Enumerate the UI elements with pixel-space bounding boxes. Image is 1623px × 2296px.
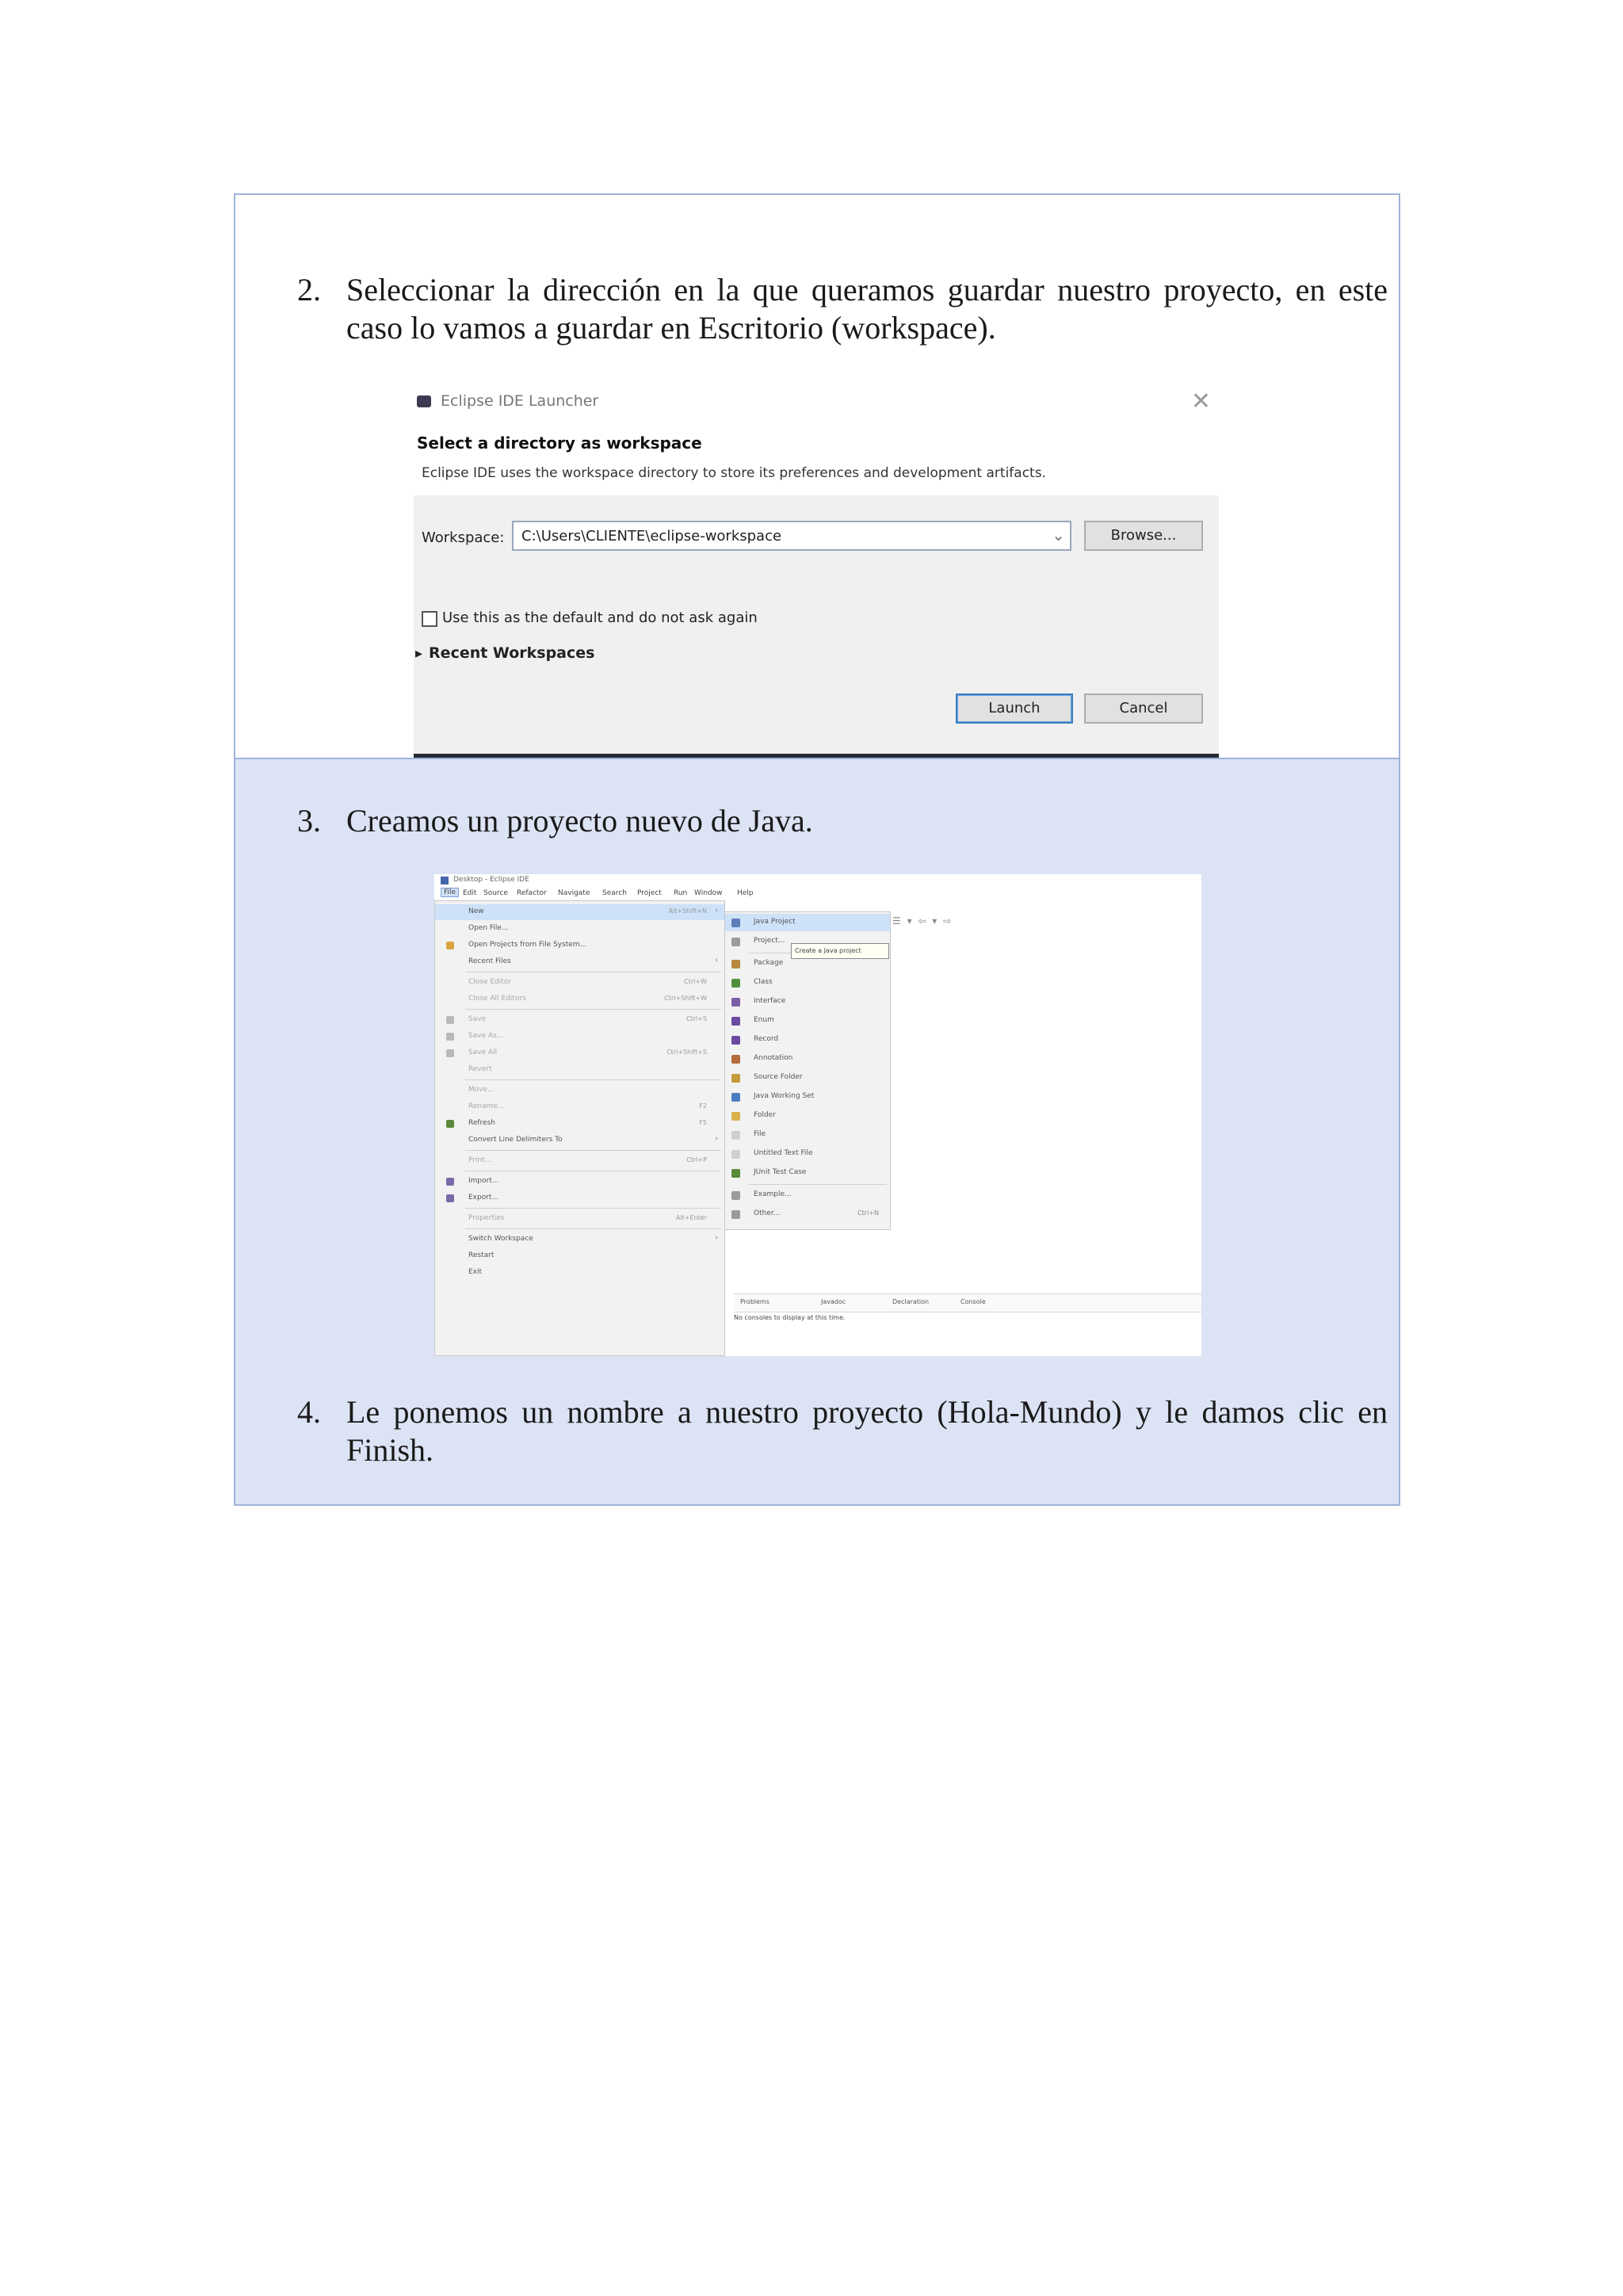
menu-project[interactable]: Project: [637, 889, 662, 897]
bottom-view-tabs: [734, 1293, 1201, 1312]
step-number: 3.: [297, 803, 321, 839]
chevron-down-icon[interactable]: ⌄: [1052, 525, 1065, 544]
toolbar-icons[interactable]: ☰ ▾ ⇦ ▾ ⇨: [892, 915, 953, 926]
menu-item-icon: [446, 1120, 454, 1128]
menu-separator: [465, 1079, 721, 1080]
menu-refactor[interactable]: Refactor: [517, 889, 547, 897]
menu-item[interactable]: [435, 1211, 724, 1227]
step-2-cell: [234, 193, 1400, 759]
menu-item-icon: [446, 1033, 454, 1041]
menu-window[interactable]: Window: [694, 889, 723, 897]
submenu-item-label: Package: [754, 959, 784, 967]
submenu-item-label: Example...: [754, 1190, 792, 1198]
submenu-item[interactable]: [725, 914, 890, 931]
submenu-item-label: Interface: [754, 997, 786, 1005]
menu-item-label: Rename...: [468, 1102, 505, 1110]
submenu-item-label: Project...: [754, 937, 785, 945]
submenu-item-icon: [731, 1150, 740, 1159]
menu-search[interactable]: Search: [602, 889, 627, 897]
menu-help[interactable]: Help: [737, 889, 754, 897]
submenu-item-label: JUnit Test Case: [754, 1168, 807, 1176]
submenu-item[interactable]: [725, 1145, 890, 1163]
submenu-item-icon: [731, 960, 740, 968]
submenu-item-label: Other...: [754, 1209, 781, 1217]
submenu-item-label: File: [754, 1130, 766, 1138]
menu-edit[interactable]: Edit: [463, 889, 477, 897]
console-status: No consoles to display at this time.: [734, 1314, 846, 1321]
workspace-combo[interactable]: [512, 521, 1071, 551]
menu-bar: [434, 887, 1201, 901]
submenu-item[interactable]: [725, 1107, 890, 1125]
menu-separator: [465, 1208, 721, 1209]
submenu-item-icon: [731, 1093, 740, 1102]
submenu-item-icon: [731, 1210, 740, 1219]
submenu-item-icon: [731, 919, 740, 927]
submenu-item-label: Java Project: [754, 918, 796, 926]
tooltip: Create a Java project: [791, 943, 889, 959]
step-text: Creamos un proyecto nuevo de Java.: [346, 803, 813, 839]
menu-item-shortcut: Ctrl+Shift+S: [666, 1049, 707, 1056]
menu-item[interactable]: [435, 1045, 724, 1061]
menu-item[interactable]: [435, 1174, 724, 1190]
chevron-right-icon: ›: [715, 1135, 718, 1143]
step-3: [297, 802, 1388, 840]
submenu-item[interactable]: [725, 1031, 890, 1049]
submenu-item-icon: [731, 1112, 740, 1121]
window-title: Eclipse IDE Launcher: [441, 392, 599, 410]
menu-item-label: Close Editor: [468, 978, 512, 986]
new-submenu: [724, 911, 891, 1230]
menu-item[interactable]: [435, 1190, 724, 1206]
menu-item[interactable]: [435, 921, 724, 937]
eclipse-launcher-screenshot: [414, 375, 1219, 759]
tab-console[interactable]: Console: [960, 1298, 986, 1305]
submenu-item-label: Java Working Set: [754, 1092, 815, 1100]
menu-item-label: New: [468, 907, 484, 915]
default-checkbox[interactable]: [422, 611, 437, 627]
menu-item-label: Save: [468, 1015, 487, 1023]
menu-item-shortcut: Ctrl+S: [685, 1015, 707, 1022]
default-checkbox-label: Use this as the default and do not ask again: [442, 609, 758, 626]
menu-item-icon: [446, 942, 454, 949]
menu-item-icon: [446, 1016, 454, 1024]
menu-item-label: Move...: [468, 1086, 495, 1094]
ide-titlebar: [434, 874, 1201, 887]
menu-item-shortcut: Ctrl+P: [686, 1156, 707, 1163]
step-number: 4.: [297, 1394, 321, 1430]
submenu-item[interactable]: [725, 1069, 890, 1087]
menu-item-label: Recent Files: [468, 957, 511, 965]
dialog-description: Eclipse IDE uses the workspace directory to store its preferences and development artifacts.: [422, 465, 1046, 481]
step-4: [297, 1393, 1388, 1469]
menu-item-icon: [446, 1194, 454, 1202]
submenu-item[interactable]: [725, 1164, 890, 1182]
chevron-right-icon: ›: [715, 907, 718, 915]
menu-item[interactable]: [435, 954, 724, 970]
menu-item-label: Print...: [468, 1156, 492, 1164]
menu-item[interactable]: [435, 1265, 724, 1281]
submenu-item[interactable]: [725, 1126, 890, 1144]
menu-item-label: Convert Line Delimiters To: [468, 1136, 563, 1144]
submenu-item-icon: [731, 1017, 740, 1026]
chevron-right-icon: ›: [715, 1234, 718, 1242]
menu-item-label: Open File...: [468, 924, 509, 932]
expand-icon: ▸: [415, 645, 423, 662]
menu-item[interactable]: [435, 1099, 724, 1115]
menu-item-icon: [446, 1049, 454, 1057]
tab-problems[interactable]: Problems: [740, 1298, 769, 1305]
menu-item[interactable]: [435, 1062, 724, 1078]
menu-item-shortcut: F5: [699, 1119, 707, 1126]
menu-item-label: Save All: [468, 1049, 498, 1056]
file-menu: [434, 900, 725, 1356]
menu-item[interactable]: [435, 1116, 724, 1132]
submenu-item-label: Record: [754, 1035, 779, 1043]
menu-item-shortcut: Ctrl+W: [684, 978, 707, 985]
menu-separator: [749, 1184, 887, 1185]
submenu-item-label: Annotation: [754, 1054, 793, 1062]
menu-item[interactable]: [435, 904, 724, 920]
submenu-item-icon: [731, 1131, 740, 1140]
tab-declaration[interactable]: Declaration: [892, 1298, 930, 1305]
submenu-item-icon: [731, 938, 740, 946]
submenu-item-shortcut: Ctrl+N: [857, 1209, 879, 1217]
steps-3-4-cell: [234, 758, 1400, 1506]
submenu-item-icon: [731, 1191, 740, 1200]
submenu-item-label: Untitled Text File: [754, 1149, 813, 1157]
submenu-item[interactable]: [725, 993, 890, 1010]
menu-item[interactable]: [435, 1012, 724, 1028]
menu-item-shortcut: Alt+Shift+N: [668, 907, 707, 915]
menu-item[interactable]: [435, 1133, 724, 1148]
tab-javadoc[interactable]: Javadoc: [821, 1298, 846, 1305]
dialog-heading: Select a directory as workspace: [417, 434, 702, 453]
submenu-item-label: Source Folder: [754, 1073, 803, 1081]
step-text: Seleccionar la dirección en la que queramos guardar nuestro proyecto, en este caso lo vamos a guardar en Escritorio (workspace).: [346, 272, 1388, 346]
menu-item-label: Import...: [468, 1177, 499, 1185]
menu-item-label: Save As...: [468, 1032, 504, 1040]
submenu-item-label: Class: [754, 978, 773, 986]
menu-item-label: Properties: [468, 1214, 505, 1222]
menu-item-label: Close All Editors: [468, 995, 526, 1003]
browse-button[interactable]: Browse...: [1084, 521, 1203, 551]
submenu-item[interactable]: [725, 1050, 890, 1068]
submenu-item[interactable]: [725, 1186, 890, 1204]
recent-workspaces-label: Recent Workspaces: [429, 644, 595, 662]
workspace-label: Workspace:: [422, 529, 505, 546]
step-text: Le ponemos un nombre a nuestro proyecto (Hola-Mundo) y le damos clic en Finish.: [346, 1394, 1388, 1468]
menu-item-label: Switch Workspace: [468, 1235, 533, 1243]
eclipse-ide-screenshot: [434, 874, 1201, 1356]
menu-item-shortcut: Alt+Enter: [675, 1214, 707, 1221]
submenu-item-icon: [731, 979, 740, 988]
menu-item-label: Restart: [468, 1251, 495, 1259]
submenu-item[interactable]: [725, 1088, 890, 1106]
eclipse-icon: [441, 877, 449, 884]
eclipse-icon: [417, 395, 431, 407]
menu-item-icon: [446, 1178, 454, 1186]
cancel-button[interactable]: Cancel: [1084, 693, 1203, 724]
menu-item[interactable]: [435, 991, 724, 1007]
chevron-right-icon: ›: [715, 957, 718, 965]
step-2: [297, 271, 1388, 347]
submenu-item-icon: [731, 1055, 740, 1064]
menu-separator: [465, 1228, 721, 1229]
menu-item-label: Open Projects from File System...: [468, 941, 587, 949]
menu-item[interactable]: [435, 1083, 724, 1098]
submenu-item[interactable]: [725, 1012, 890, 1030]
menu-item-label: Revert: [468, 1065, 492, 1073]
submenu-item-icon: [731, 1036, 740, 1045]
ide-title: Desktop - Eclipse IDE: [453, 876, 529, 884]
submenu-item-label: Enum: [754, 1016, 774, 1024]
menu-item[interactable]: [435, 1232, 724, 1247]
close-icon[interactable]: ✕: [1190, 388, 1211, 415]
submenu-item[interactable]: [725, 1205, 890, 1223]
menu-item-shortcut: F2: [699, 1102, 707, 1110]
menu-item[interactable]: [435, 1248, 724, 1264]
launch-button[interactable]: Launch: [956, 693, 1073, 724]
menu-run[interactable]: Run: [674, 889, 688, 897]
menu-navigate[interactable]: Navigate: [558, 889, 590, 897]
step-number: 2.: [297, 272, 321, 308]
menu-separator: [465, 1150, 721, 1151]
recent-workspaces-toggle[interactable]: [415, 644, 594, 662]
menu-item[interactable]: [435, 1029, 724, 1045]
menu-item[interactable]: [435, 1153, 724, 1169]
menu-separator: [465, 1009, 721, 1010]
workspace-path: C:\Users\CLIENTE\eclipse-workspace: [521, 528, 782, 544]
submenu-item-icon: [731, 1074, 740, 1083]
menu-source[interactable]: Source: [483, 889, 508, 897]
submenu-item-icon: [731, 998, 740, 1007]
menu-item[interactable]: [435, 938, 724, 953]
menu-item-label: Refresh: [468, 1119, 495, 1127]
submenu-item-icon: [731, 1169, 740, 1178]
menu-item-shortcut: Ctrl+Shift+W: [664, 995, 707, 1002]
submenu-item-label: Folder: [754, 1111, 776, 1119]
menu-item-label: Export...: [468, 1194, 499, 1201]
menu-item[interactable]: [435, 975, 724, 991]
submenu-item[interactable]: [725, 974, 890, 991]
menu-item-label: Exit: [468, 1268, 483, 1276]
menu-file[interactable]: File: [441, 888, 459, 897]
